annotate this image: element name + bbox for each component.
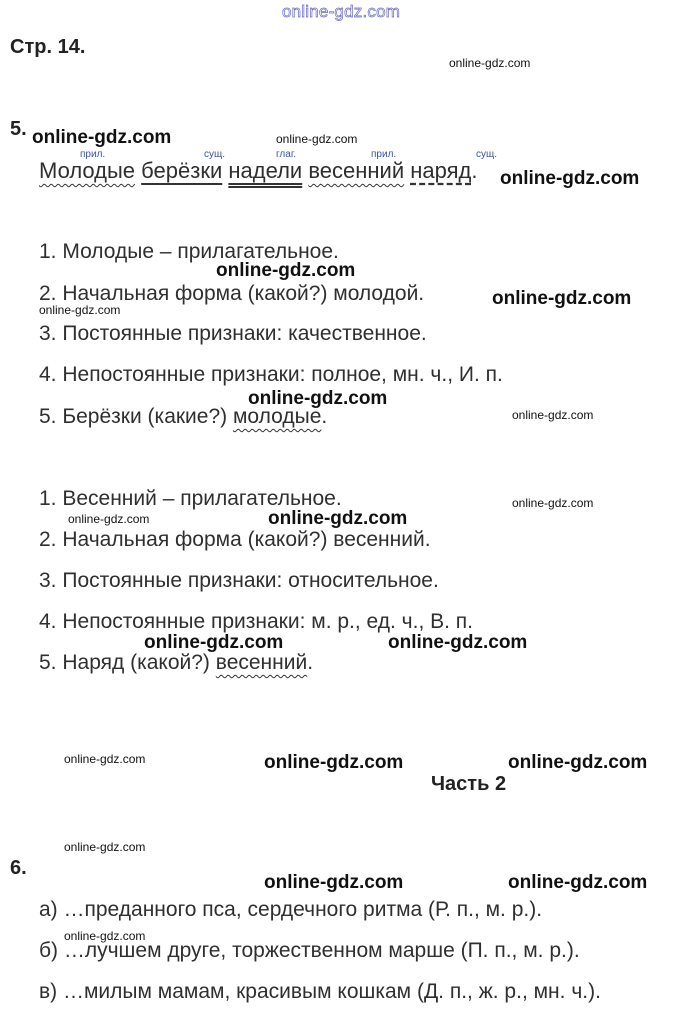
exercise-6-number: 6. xyxy=(10,857,27,879)
watermark: online-gdz.com xyxy=(248,388,388,409)
watermark: online-gdz.com xyxy=(39,303,121,317)
watermark-top: online-gdz.com xyxy=(282,2,401,21)
watermark: online-gdz.com xyxy=(492,288,632,309)
word-nadeli: надели xyxy=(228,158,303,183)
watermark: online-gdz.com xyxy=(508,752,648,773)
block1-line-5-period: . xyxy=(321,405,328,428)
page-header: Стр. 14. xyxy=(10,36,86,58)
watermark: online-gdz.com xyxy=(264,752,404,773)
watermark: online-gdz.com xyxy=(264,872,404,893)
block1-line-5-word: молодые xyxy=(232,405,322,428)
part-2-title: Часть 2 xyxy=(431,773,507,795)
block2-line-2: 2. Начальная форма (какой?) весенний. xyxy=(39,528,431,551)
block2-line-4: 4. Непостоянные признаки: м. р., ед. ч., В. п. xyxy=(39,610,474,633)
sentence-period: . xyxy=(471,158,478,183)
watermark: online-gdz.com xyxy=(276,132,358,146)
watermark: online-gdz.com xyxy=(512,496,594,510)
pos-tag-adj-1: прил. xyxy=(80,149,106,160)
block1-line-3: 3. Постоянные признаки: качественное. xyxy=(39,322,427,345)
pos-tag-noun-1: сущ. xyxy=(204,149,226,160)
block1-line-4: 4. Непостоянные признаки: полное, мн. ч., И. п. xyxy=(39,363,503,386)
exercise-5-number: 5. xyxy=(10,118,27,140)
watermark: online-gdz.com xyxy=(216,260,356,281)
ex6-line-a: а) …преданного пса, сердечного ритма (Р. п., м. р.). xyxy=(39,898,543,921)
watermark: online-gdz.com xyxy=(64,840,146,854)
word-beryozki: берёзки xyxy=(141,158,223,183)
watermark: online-gdz.com xyxy=(508,872,648,893)
block2-line-5-period: . xyxy=(307,651,314,674)
watermark: online-gdz.com xyxy=(68,512,150,526)
watermark: online-gdz.com xyxy=(144,632,284,653)
word-naryad: наряд xyxy=(410,158,472,183)
block2-line-5-word: весенний xyxy=(215,651,308,674)
block2-line-1: 1. Весенний – прилагательное. xyxy=(39,487,342,510)
watermark: online-gdz.com xyxy=(32,127,172,148)
watermark: online-gdz.com xyxy=(64,929,146,943)
block1-line-1: 1. Молодые – прилагательное. xyxy=(39,240,339,263)
pos-tag-verb: глаг. xyxy=(276,149,297,160)
ex6-line-b: б) …лучшем друге, торжественном марше (П. п., м. р.). xyxy=(39,939,580,962)
block2-line-3: 3. Постоянные признаки: относительное. xyxy=(39,569,439,592)
block2-line-5-text: 5. Наряд (какой?) xyxy=(39,651,210,674)
analyzed-sentence xyxy=(39,158,478,184)
ex6-line-c: в) …милым мамам, красивым кошкам (Д. п., ж. р., мн. ч.). xyxy=(39,980,601,1003)
watermark: online-gdz.com xyxy=(449,56,531,70)
watermark: online-gdz.com xyxy=(512,408,594,422)
watermark: online-gdz.com xyxy=(64,752,146,766)
word-vesenniy: весенний xyxy=(308,158,405,183)
watermark: online-gdz.com xyxy=(268,508,408,529)
block1-line-2: 2. Начальная форма (какой?) молодой. xyxy=(39,282,425,305)
watermark: online-gdz.com xyxy=(500,168,640,189)
pos-tag-noun-2: сущ. xyxy=(476,149,498,160)
word-molodye: Молодые xyxy=(39,158,136,183)
block1-line-5-text: 5. Берёзки (какие?) xyxy=(39,405,228,428)
block2-line-5 xyxy=(39,651,313,675)
pos-tag-adj-2: прил. xyxy=(371,149,397,160)
watermark: online-gdz.com xyxy=(388,632,528,653)
